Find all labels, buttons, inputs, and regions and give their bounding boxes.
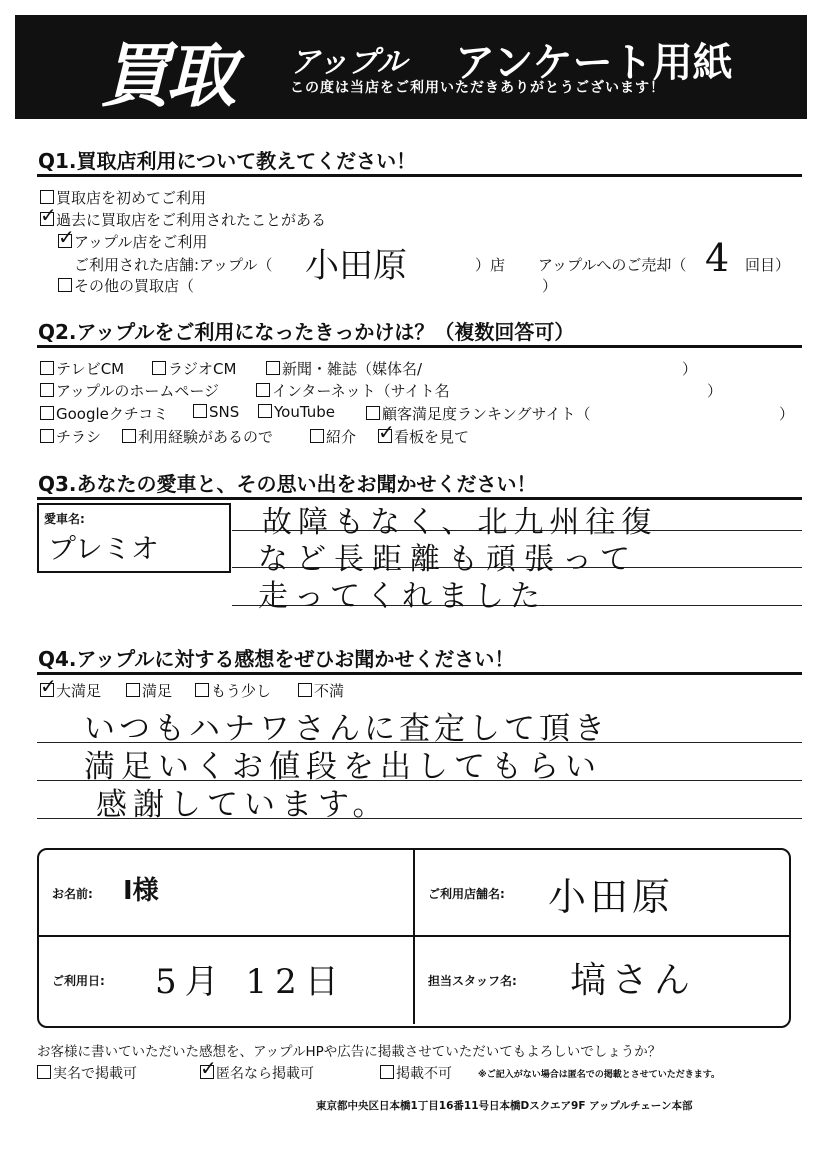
q2-option-experience[interactable] xyxy=(122,426,273,447)
q2-option-tvcm-label: テレビCM xyxy=(56,360,125,378)
q4-option-satisfied-label: 満足 xyxy=(142,682,173,700)
q1-option-apple-label: アップル店をご利用 xyxy=(74,233,208,251)
q2-option-news-label: 新聞・雑誌（媒体名/ xyxy=(282,360,423,378)
checkbox[interactable] xyxy=(193,404,207,418)
comment-text-3[interactable]: 感謝しています。 xyxy=(96,787,390,823)
header-kaitori-title: 買取 xyxy=(100,35,232,117)
checkbox[interactable] xyxy=(195,683,209,697)
q2-option-radiocm-label: ラジオCM xyxy=(168,360,237,378)
q4-option-bit-label: もう少し xyxy=(211,682,272,700)
q2-title: Q2.アップルをご利用になったきっかけは？（複数回答可） xyxy=(38,320,575,344)
header-survey-title: アンケート用紙 xyxy=(455,40,733,86)
q1-count-suffix: 回目） xyxy=(745,256,791,274)
memory-text-1[interactable]: 故障もなく、北九州往復 xyxy=(262,505,658,540)
q2-option-referral-label: 紹介 xyxy=(326,428,357,446)
checkbox[interactable] xyxy=(40,383,54,397)
checkbox-checked[interactable] xyxy=(58,234,72,248)
checkbox[interactable] xyxy=(298,683,312,697)
publish-question: お客様に書いていただいた感想を、アップルHPや広告に掲載させていただいてもよろしいでしょうか？ xyxy=(37,1044,662,1060)
q4-option-very-label: 大満足 xyxy=(56,682,102,700)
checkbox[interactable] xyxy=(122,429,136,443)
q4-option-unsatisfied-label: 不満 xyxy=(314,682,345,700)
q4-option-very-satisfied[interactable] xyxy=(40,680,101,701)
q2-option-google-label: Googleクチコミ xyxy=(56,405,169,423)
q2-option-flyer-label: チラシ xyxy=(56,428,102,446)
q2-option-experience-label: 利用経験があるので xyxy=(138,428,274,446)
checkbox[interactable] xyxy=(258,404,272,418)
hq-address: 東京都中央区日本橋1丁目16番11号日本橋Dスクエア9F アップルチェーン本部 xyxy=(316,1100,693,1112)
q2-option-radiocm[interactable] xyxy=(152,358,236,379)
publish-note: ※ご記入がない場合は匿名での掲載とさせていただきます。 xyxy=(478,1070,721,1080)
q2-option-referral[interactable] xyxy=(310,426,356,447)
q1-option-other[interactable] xyxy=(58,275,194,296)
name-label: お名前: xyxy=(52,887,93,901)
q1-count-label: アップルへのご売却（ xyxy=(538,256,687,274)
date-label: ご利用日: xyxy=(52,974,105,988)
q2-option-flyer[interactable] xyxy=(40,426,101,447)
q1-option-first-label: 買取店を初めてご利用 xyxy=(56,189,207,207)
store-label: ご利用店舗名: xyxy=(428,887,505,901)
publish-option-no-label: 掲載不可 xyxy=(396,1066,452,1082)
q1-store-label: ご利用された店舗:アップル（ xyxy=(74,256,273,274)
q2-option-news[interactable] xyxy=(266,358,422,379)
q2-option-sns[interactable] xyxy=(193,403,239,421)
q4-option-unsatisfied[interactable] xyxy=(298,680,344,701)
q2-option-ranking[interactable] xyxy=(366,403,591,424)
publish-option-no[interactable] xyxy=(380,1063,452,1083)
checkbox-checked[interactable] xyxy=(40,683,54,697)
q2-option-internet-label: インターネット（サイト名 xyxy=(272,382,450,400)
checkbox[interactable] xyxy=(266,361,280,375)
checkbox[interactable] xyxy=(380,1065,394,1079)
staff-value[interactable]: 塙さん xyxy=(570,960,697,1001)
q1-store-value[interactable]: 小田原 xyxy=(305,246,407,286)
checkbox[interactable] xyxy=(40,406,54,420)
checkbox[interactable] xyxy=(40,361,54,375)
q1-rule xyxy=(37,174,802,177)
checkbox[interactable] xyxy=(40,190,54,204)
q1-other-close: ） xyxy=(542,277,558,295)
q2-option-homepage[interactable] xyxy=(40,380,219,401)
q4-option-satisfied[interactable] xyxy=(126,680,172,701)
q4-rule xyxy=(37,672,802,675)
q1-title: Q1.買取店利用について教えてください！ xyxy=(38,149,417,173)
q2-option-signboard-label: 看板を見て xyxy=(394,428,470,446)
q1-option-first[interactable] xyxy=(40,187,206,208)
q1-option-apple[interactable] xyxy=(58,231,207,252)
checkbox-checked[interactable] xyxy=(200,1065,214,1079)
q2-option-sns-label: SNS xyxy=(209,403,240,421)
q2-option-google[interactable] xyxy=(40,403,168,424)
q2-option-homepage-label: アップルのホームページ xyxy=(56,382,220,400)
checkbox[interactable] xyxy=(40,429,54,443)
q2-option-signboard[interactable] xyxy=(378,426,469,447)
checkbox[interactable] xyxy=(310,429,324,443)
comment-text-2[interactable]: 満足いくお値段を出してもらい xyxy=(84,749,602,785)
name-value[interactable]: I様 xyxy=(123,876,159,906)
car-name-label: 愛車名: xyxy=(44,512,85,526)
q2-option-youtube-label: YouTube xyxy=(274,403,335,421)
q1-option-past[interactable] xyxy=(40,209,326,230)
comment-text-1[interactable]: いつもハナワさんに査定して頂き xyxy=(84,711,609,747)
q1-option-past-label: 過去に買取店をご利用されたことがある xyxy=(56,211,327,229)
date-value[interactable]: 5月 12日 xyxy=(155,962,347,1002)
publish-option-real[interactable] xyxy=(37,1063,137,1083)
staff-label: 担当スタッフ名: xyxy=(428,974,517,988)
q2-close-3: ） xyxy=(779,405,795,423)
info-divider-vertical xyxy=(413,850,415,1024)
memory-text-3[interactable]: 走ってくれました xyxy=(258,579,546,614)
q1-count-value[interactable]: 4 xyxy=(705,236,730,280)
memory-text-2[interactable]: など長距離も頑張って xyxy=(258,542,638,577)
info-divider-horizontal xyxy=(37,935,789,937)
q1-option-other-label: その他の買取店（ xyxy=(74,277,195,295)
checkbox-checked[interactable] xyxy=(378,429,392,443)
q2-option-youtube[interactable] xyxy=(258,403,335,421)
q2-option-ranking-label: 顧客満足度ランキングサイト（ xyxy=(382,405,591,423)
q2-close-1: ） xyxy=(682,360,698,378)
checkbox-checked[interactable] xyxy=(40,212,54,226)
header-subtitle: この度は当店をご利用いただきありがとうございます！ xyxy=(290,80,665,96)
apple-logo: アップル xyxy=(290,45,407,80)
q3-title: Q3.あなたの愛車と、その思い出をお聞かせください！ xyxy=(38,472,537,496)
checkbox[interactable] xyxy=(58,278,72,292)
q1-store-suffix: ）店 xyxy=(475,256,506,274)
car-name-value[interactable]: プレミオ xyxy=(48,532,159,565)
q4-option-bit-more[interactable] xyxy=(195,680,271,701)
q4-title: Q4.アップルに対する感想をぜひお聞かせください！ xyxy=(38,647,515,671)
publish-option-real-label: 実名で掲載可 xyxy=(53,1066,137,1082)
checkbox[interactable] xyxy=(126,683,140,697)
q2-close-2: ） xyxy=(707,382,723,400)
q2-rule xyxy=(37,345,802,348)
publish-option-anon[interactable] xyxy=(200,1063,314,1083)
checkbox[interactable] xyxy=(366,406,380,420)
q2-option-internet[interactable] xyxy=(256,380,450,401)
header-banner xyxy=(15,15,807,119)
q2-option-tvcm[interactable] xyxy=(40,358,124,379)
store-value[interactable]: 小田原 xyxy=(548,875,675,919)
checkbox[interactable] xyxy=(37,1065,51,1079)
publish-option-anon-label: 匿名なら掲載可 xyxy=(216,1066,314,1082)
checkbox[interactable] xyxy=(152,361,166,375)
checkbox[interactable] xyxy=(256,383,270,397)
